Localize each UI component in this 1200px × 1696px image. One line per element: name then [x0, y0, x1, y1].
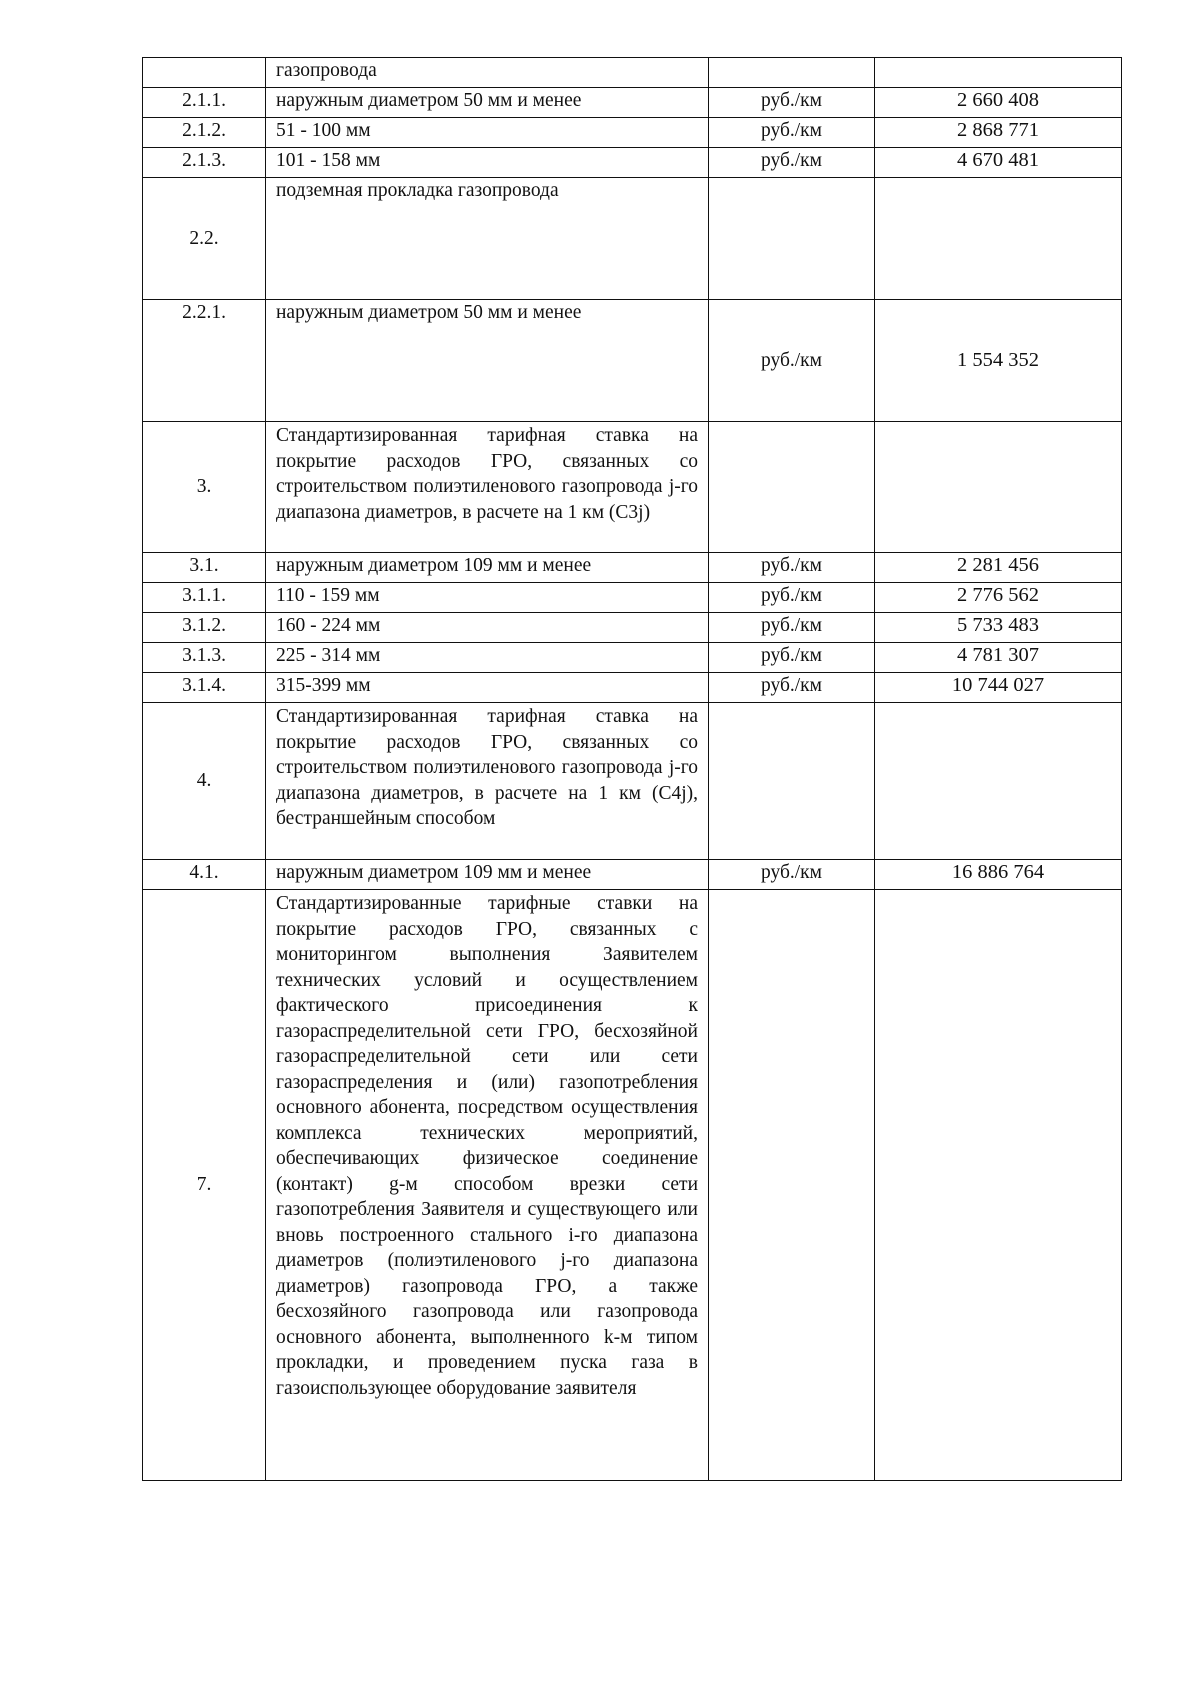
- row-description-cell: 110 - 159 мм: [266, 583, 709, 613]
- row-description-cell: подземная прокладка газопровода: [266, 178, 709, 300]
- table-row: [143, 583, 1122, 613]
- row-number-cell: 3.1.3.: [143, 643, 266, 673]
- row-number-cell: 2.1.3.: [143, 148, 266, 178]
- row-unit-cell: [709, 703, 875, 860]
- row-number-cell: 4.: [143, 703, 266, 860]
- row-value-cell: 1 554 352: [875, 300, 1122, 422]
- row-description-cell: наружным диаметром 109 мм и менее: [266, 860, 709, 890]
- row-unit-cell: руб./км: [709, 583, 875, 613]
- table-row: [143, 860, 1122, 890]
- row-unit-cell: руб./км: [709, 643, 875, 673]
- row-unit-cell: руб./км: [709, 148, 875, 178]
- row-number-cell: 7.: [143, 890, 266, 1481]
- table-row: [143, 88, 1122, 118]
- row-unit-cell: [709, 422, 875, 553]
- row-number-cell: 2.1.1.: [143, 88, 266, 118]
- table-row: [143, 553, 1122, 583]
- row-unit-cell: руб./км: [709, 300, 875, 422]
- row-value-cell: 2 281 456: [875, 553, 1122, 583]
- row-number-cell: 3.: [143, 422, 266, 553]
- tariff-table: [142, 57, 1122, 1481]
- row-value-cell: [875, 703, 1122, 860]
- row-value-cell: 2 660 408: [875, 88, 1122, 118]
- row-value-cell: 2 776 562: [875, 583, 1122, 613]
- row-value-cell: [875, 890, 1122, 1481]
- row-unit-cell: руб./км: [709, 118, 875, 148]
- row-unit-cell: руб./км: [709, 88, 875, 118]
- row-value-cell: [875, 58, 1122, 88]
- row-unit-cell: [709, 58, 875, 88]
- row-description-cell: наружным диаметром 50 мм и менее: [266, 88, 709, 118]
- row-number-cell: 2.2.1.: [143, 300, 266, 422]
- row-number-cell: 3.1.2.: [143, 613, 266, 643]
- row-unit-cell: руб./км: [709, 860, 875, 890]
- row-value-cell: 2 868 771: [875, 118, 1122, 148]
- row-number-cell: 3.1.1.: [143, 583, 266, 613]
- row-description-cell: Стандартизированная тарифная ставка на покрытие расходов ГРО, связанных со строительством полиэтиленового газопровода j-го диапазона диаметров, в расчете на 1 км (С3j): [266, 422, 709, 553]
- row-value-cell: 16 886 764: [875, 860, 1122, 890]
- row-number-cell: 3.1.: [143, 553, 266, 583]
- table-row: [143, 673, 1122, 703]
- row-description-cell: Стандартизированная тарифная ставка на покрытие расходов ГРО, связанных со строительством полиэтиленового газопровода j-го диапазона диаметров, в расчете на 1 км (С4j), бестраншейным способом: [266, 703, 709, 860]
- row-value-cell: [875, 422, 1122, 553]
- row-value-cell: [875, 178, 1122, 300]
- row-value-cell: 5 733 483: [875, 613, 1122, 643]
- row-description-cell: 225 - 314 мм: [266, 643, 709, 673]
- table-row: [143, 890, 1122, 1481]
- row-number-cell: 4.1.: [143, 860, 266, 890]
- table-row: [143, 300, 1122, 422]
- row-description-cell: 101 - 158 мм: [266, 148, 709, 178]
- table-row: [143, 643, 1122, 673]
- row-description-cell: 160 - 224 мм: [266, 613, 709, 643]
- table-row: [143, 58, 1122, 88]
- row-description-cell: наружным диаметром 109 мм и менее: [266, 553, 709, 583]
- row-number-cell: [143, 58, 266, 88]
- row-unit-cell: руб./км: [709, 673, 875, 703]
- row-description-cell: газопровода: [266, 58, 709, 88]
- row-description-cell: 51 - 100 мм: [266, 118, 709, 148]
- row-value-cell: 10 744 027: [875, 673, 1122, 703]
- row-description-cell: Стандартизированные тарифные ставки на покрытие расходов ГРО, связанных с мониторингом выполнения Заявителем технических условий и осуществлением фактического присоединения к газораспределительной сети ГРО, бесхозяйной газораспределительной сети или сети газораспределения и (или) газопотребления основного абонента, посредством осуществления комплекса технических мероприятий, обеспечивающих физическое соединение (контакт) g-м способом врезки сети газопотребления Заявителя и существующего или вновь построенного стального i-го диапазона диаметров (полиэтиленового j-го диапазона диаметров) газопровода ГРО, а также бесхозяйного газопровода или газопровода основного абонента, выполненного k-м типом прокладки, и проведением пуска газа в газоиспользующее оборудование заявителя: [266, 890, 709, 1481]
- row-number-cell: 2.2.: [143, 178, 266, 300]
- row-description-cell: наружным диаметром 50 мм и менее: [266, 300, 709, 422]
- row-unit-cell: руб./км: [709, 613, 875, 643]
- table-row: [143, 703, 1122, 860]
- table-row: [143, 422, 1122, 553]
- row-number-cell: 3.1.4.: [143, 673, 266, 703]
- table-row: [143, 148, 1122, 178]
- row-description-cell: 315-399 мм: [266, 673, 709, 703]
- table-row: [143, 118, 1122, 148]
- row-unit-cell: [709, 890, 875, 1481]
- row-value-cell: 4 781 307: [875, 643, 1122, 673]
- row-number-cell: 2.1.2.: [143, 118, 266, 148]
- row-unit-cell: [709, 178, 875, 300]
- table-row: [143, 178, 1122, 300]
- row-value-cell: 4 670 481: [875, 148, 1122, 178]
- table-row: [143, 613, 1122, 643]
- row-unit-cell: руб./км: [709, 553, 875, 583]
